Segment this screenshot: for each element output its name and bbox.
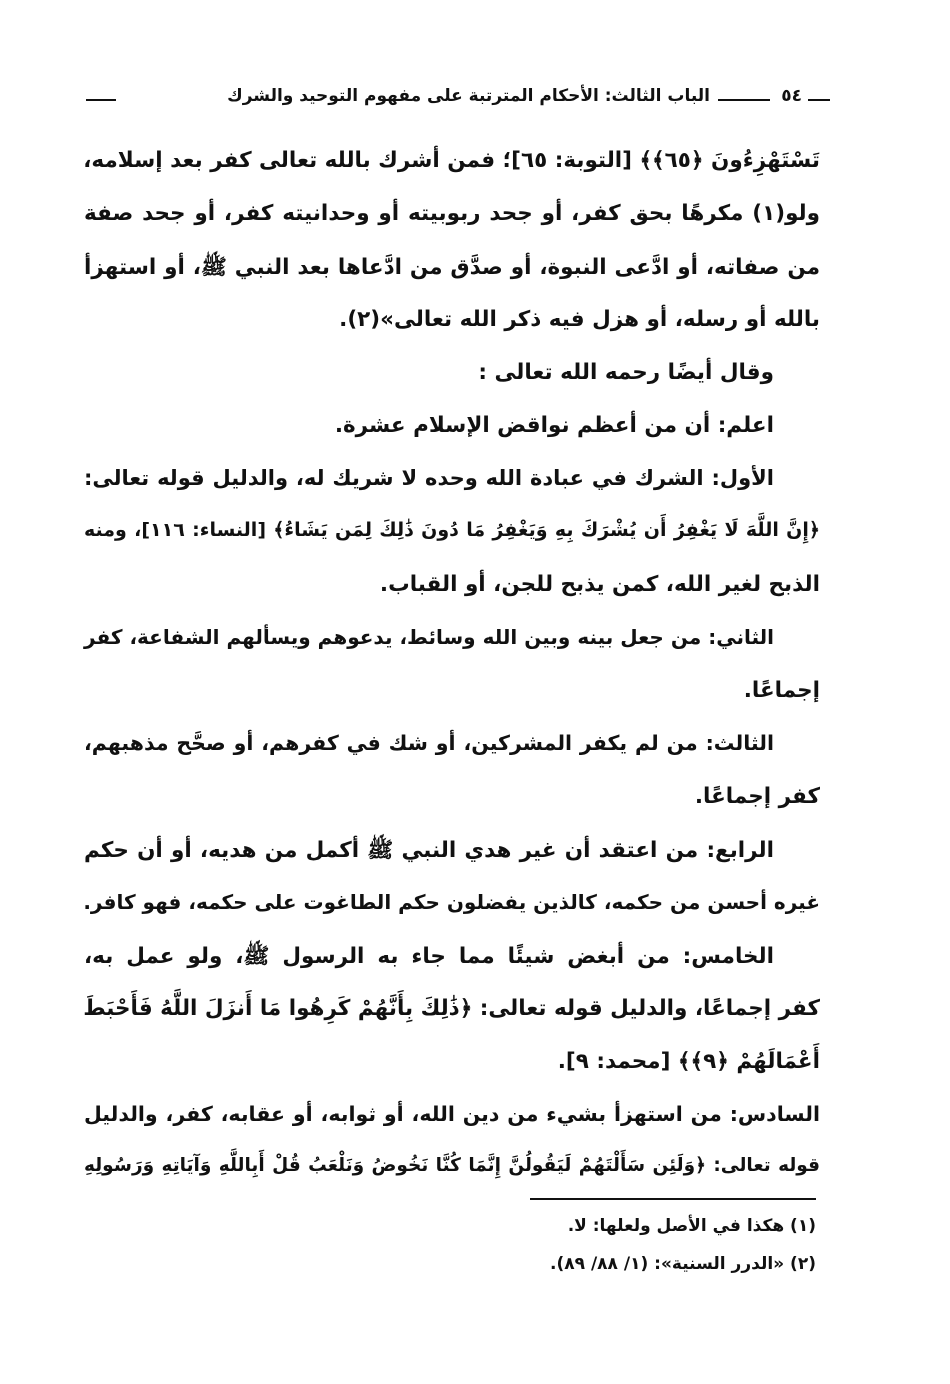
text-line: غيره أحسن من حكمه، كالذين يفضلون حكم الطاغوت على حكمه، فهو كافر. <box>83 890 820 914</box>
text-line: كفر إجماعًا. <box>694 784 820 809</box>
text-line: اعلم: أن من أعظم نواقض الإسلام عشرة. <box>334 413 774 438</box>
text-line: ﴿إِنَّ اللَّهَ لَا يَغْفِرُ أَن يُشْرَكَ بِهِ وَيَغْفِرُ مَا دُونَ ذَٰلِكَ لِمَن يَشَاءُ﴾ [النساء: ١١٦]، ومنه <box>84 519 820 541</box>
page-number: ٥٤ <box>781 86 802 106</box>
item-fifth: الخامس: من أبغض شيئًا مما جاء به الرسول ﷺ، ولو عمل به، <box>84 944 774 969</box>
text-line: كفر إجماعًا، والدليل قوله تعالى: ﴿ذَٰلِكَ بِأَنَّهُمْ كَرِهُوا مَا أَنزَلَ اللَّهُ فَأَحْبَطَ <box>83 996 820 1021</box>
header-rule-right <box>808 99 830 101</box>
chapter-title: الباب الثالث: الأحكام المترتبة على مفهوم التوحيد والشرك <box>227 86 710 106</box>
text-line: تَسْتَهْزِءُونَ ﴿٦٥﴾﴾ [التوبة: ٦٥]؛ فمن أشرك بالله تعالى كفر بعد إسلامه، <box>83 148 820 173</box>
text-line: من صفاته، أو ادَّعى النبوة، أو صدَّق من ادَّعاها بعد النبي ﷺ، أو استهزأ <box>84 255 820 280</box>
item-first: الأول: الشرك في عبادة الله وحده لا شريك له، والدليل قوله تعالى: <box>84 466 774 490</box>
text-line: قوله تعالى: ﴿وَلَئِن سَأَلْتَهُمْ لَيَقُولُنَّ إِنَّمَا كُنَّا نَخُوضُ وَنَلْعَبُ قُلْ أَبِاللَّهِ وَآيَاتِهِ وَرَسُولِهِ <box>84 1155 820 1176</box>
footnote-rule <box>530 1198 816 1200</box>
item-sixth: السادس: من استهزأ بشيء من دين الله، أو ثوابه، أو عقابه، كفر، والدليل <box>84 1102 820 1126</box>
header-rule-middle <box>718 99 770 101</box>
running-header <box>86 84 830 114</box>
item-fourth: الرابع: من اعتقد أن غير هدي النبي ﷺ أكمل من هديه، أو أن حكم <box>84 838 774 863</box>
text-line: أَعْمَالَهُمْ ﴿٩﴾﴾ [محمد: ٩]. <box>557 1049 820 1074</box>
text-line: الذبح لغير الله، كمن يذبح للجن، أو القباب. <box>379 572 820 597</box>
footnote-1: (١) هكذا في الأصل ولعلها: لا. <box>567 1216 816 1236</box>
item-second: الثاني: من جعل بينه وبين الله وسائط، يدعوهم ويسألهم الشفاعة، كفر <box>84 625 774 649</box>
header-rule-left <box>86 99 116 101</box>
text-line: ولو(١) مكرهًا بحق كفر، أو جحد ربوبيته أو وحدانيته كفر، أو جحد صفة <box>84 201 820 226</box>
item-third: الثالث: من لم يكفر المشركين، أو شك في كفرهم، أو صحَّح مذهبهم، <box>84 731 774 755</box>
text-line: إجماعًا. <box>743 678 820 703</box>
footnote-2: (٢) «الدرر السنية»: (١/ ٨٨/ ٨٩). <box>550 1254 816 1274</box>
section-heading: وقال أيضًا رحمه الله تعالى : <box>478 360 774 385</box>
text-line: بالله أو رسله، أو هزل فيه ذكر الله تعالى»(٢). <box>339 307 820 332</box>
